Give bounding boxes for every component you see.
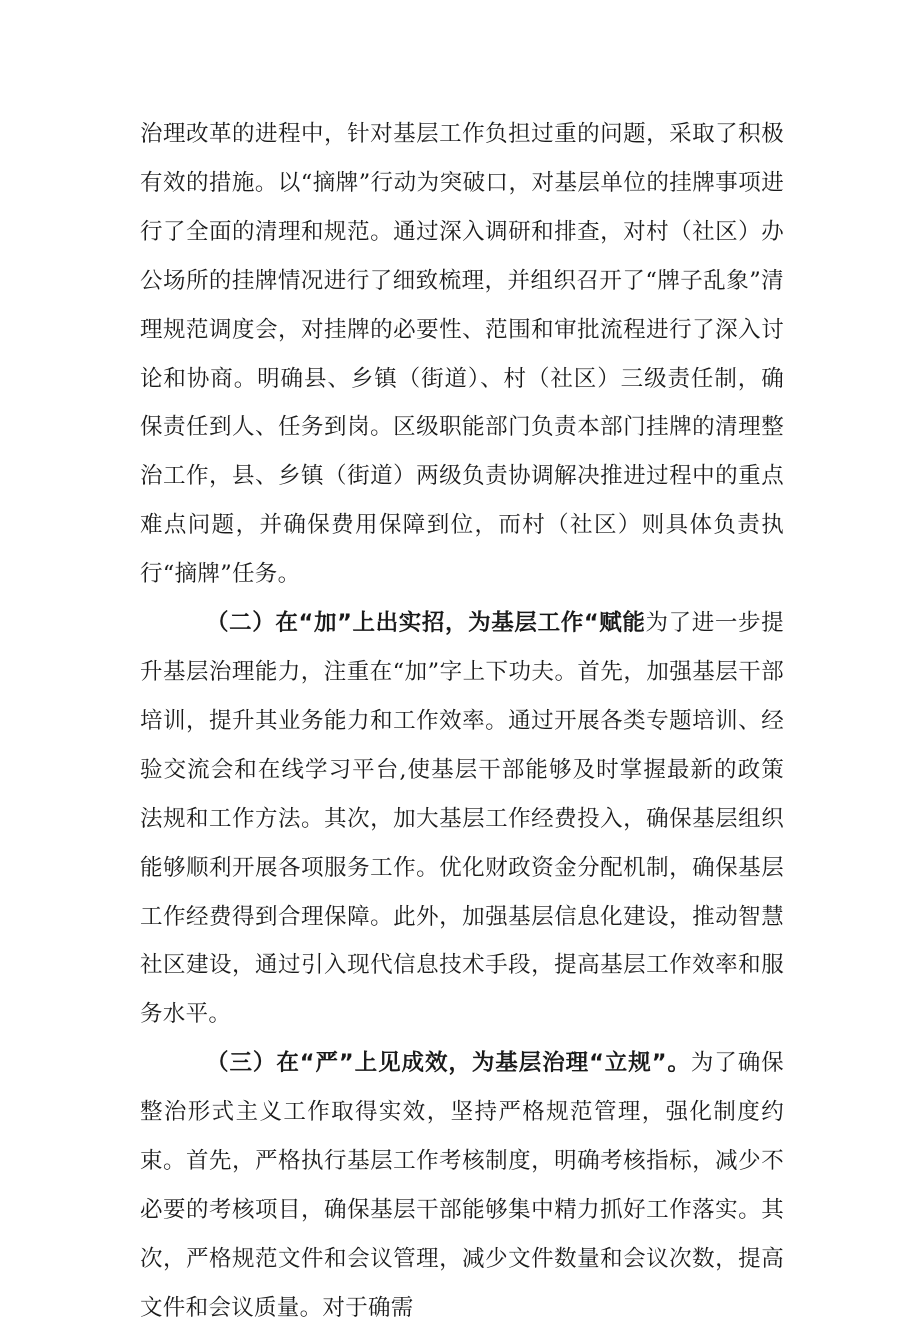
- section-2-heading: （二）在“加”上出实招，为基层工作“赋能: [206, 610, 646, 637]
- paragraph-3-body: 为了确保整治形式主义工作取得实效，坚持严格规范管理，强化制度约束。首先，严格执行基层工作考核制度，明确考核指标，减少不必要的考核项目，确保基层干部能够集中精力抓好工作落实。其次，严格规范文件和会议管理，减少文件数量和会议次数，提高文件和会议质量。对于确需: [140, 1050, 784, 1321]
- document-body: [140, 110, 784, 1333]
- paragraph-2-body: 为了进一步提升基层治理能力，注重在“加”字上下功夫。首先，加强基层干部培训，提升其业务能力和工作效率。通过开展各类专题培训、经验交流会和在线学习平台,使基层干部能够及时掌握最新的政策法规和工作方法。其次，加大基层工作经费投入，确保基层组织能够顺利开展各项服务工作。优化财政资金分配机制，确保基层工作经费得到合理保障。此外，加强基层信息化建设，推动智慧社区建设，通过引入现代信息技术手段，提高基层工作效率和服务水平。: [140, 610, 784, 1028]
- paragraph-3: [140, 1039, 784, 1332]
- paragraph-1: [140, 110, 784, 599]
- section-3-heading: （三）在“严”上见成效，为基层治理“立规”。: [206, 1050, 691, 1077]
- paragraph-1-body: 治理改革的进程中，针对基层工作负担过重的问题，采取了积极有效的措施。以“摘牌”行动为突破口，对基层单位的挂牌事项进行了全面的清理和规范。通过深入调研和排查，对村（社区）办公场所的挂牌情况进行了细致梳理，并组织召开了“牌子乱象”清理规范调度会，对挂牌的必要性、范围和审批流程进行了深入讨论和协商。明确县、乡镇（街道）、村（社区）三级责任制，确保责任到人、任务到岗。区级职能部门负责本部门挂牌的清理整治工作，县、乡镇（街道）两级负责协调解决推进过程中的重点难点问题，并确保费用保障到位，而村（社区）则具体负责执行“摘牌”任务。: [140, 121, 784, 588]
- paragraph-2: [140, 599, 784, 1039]
